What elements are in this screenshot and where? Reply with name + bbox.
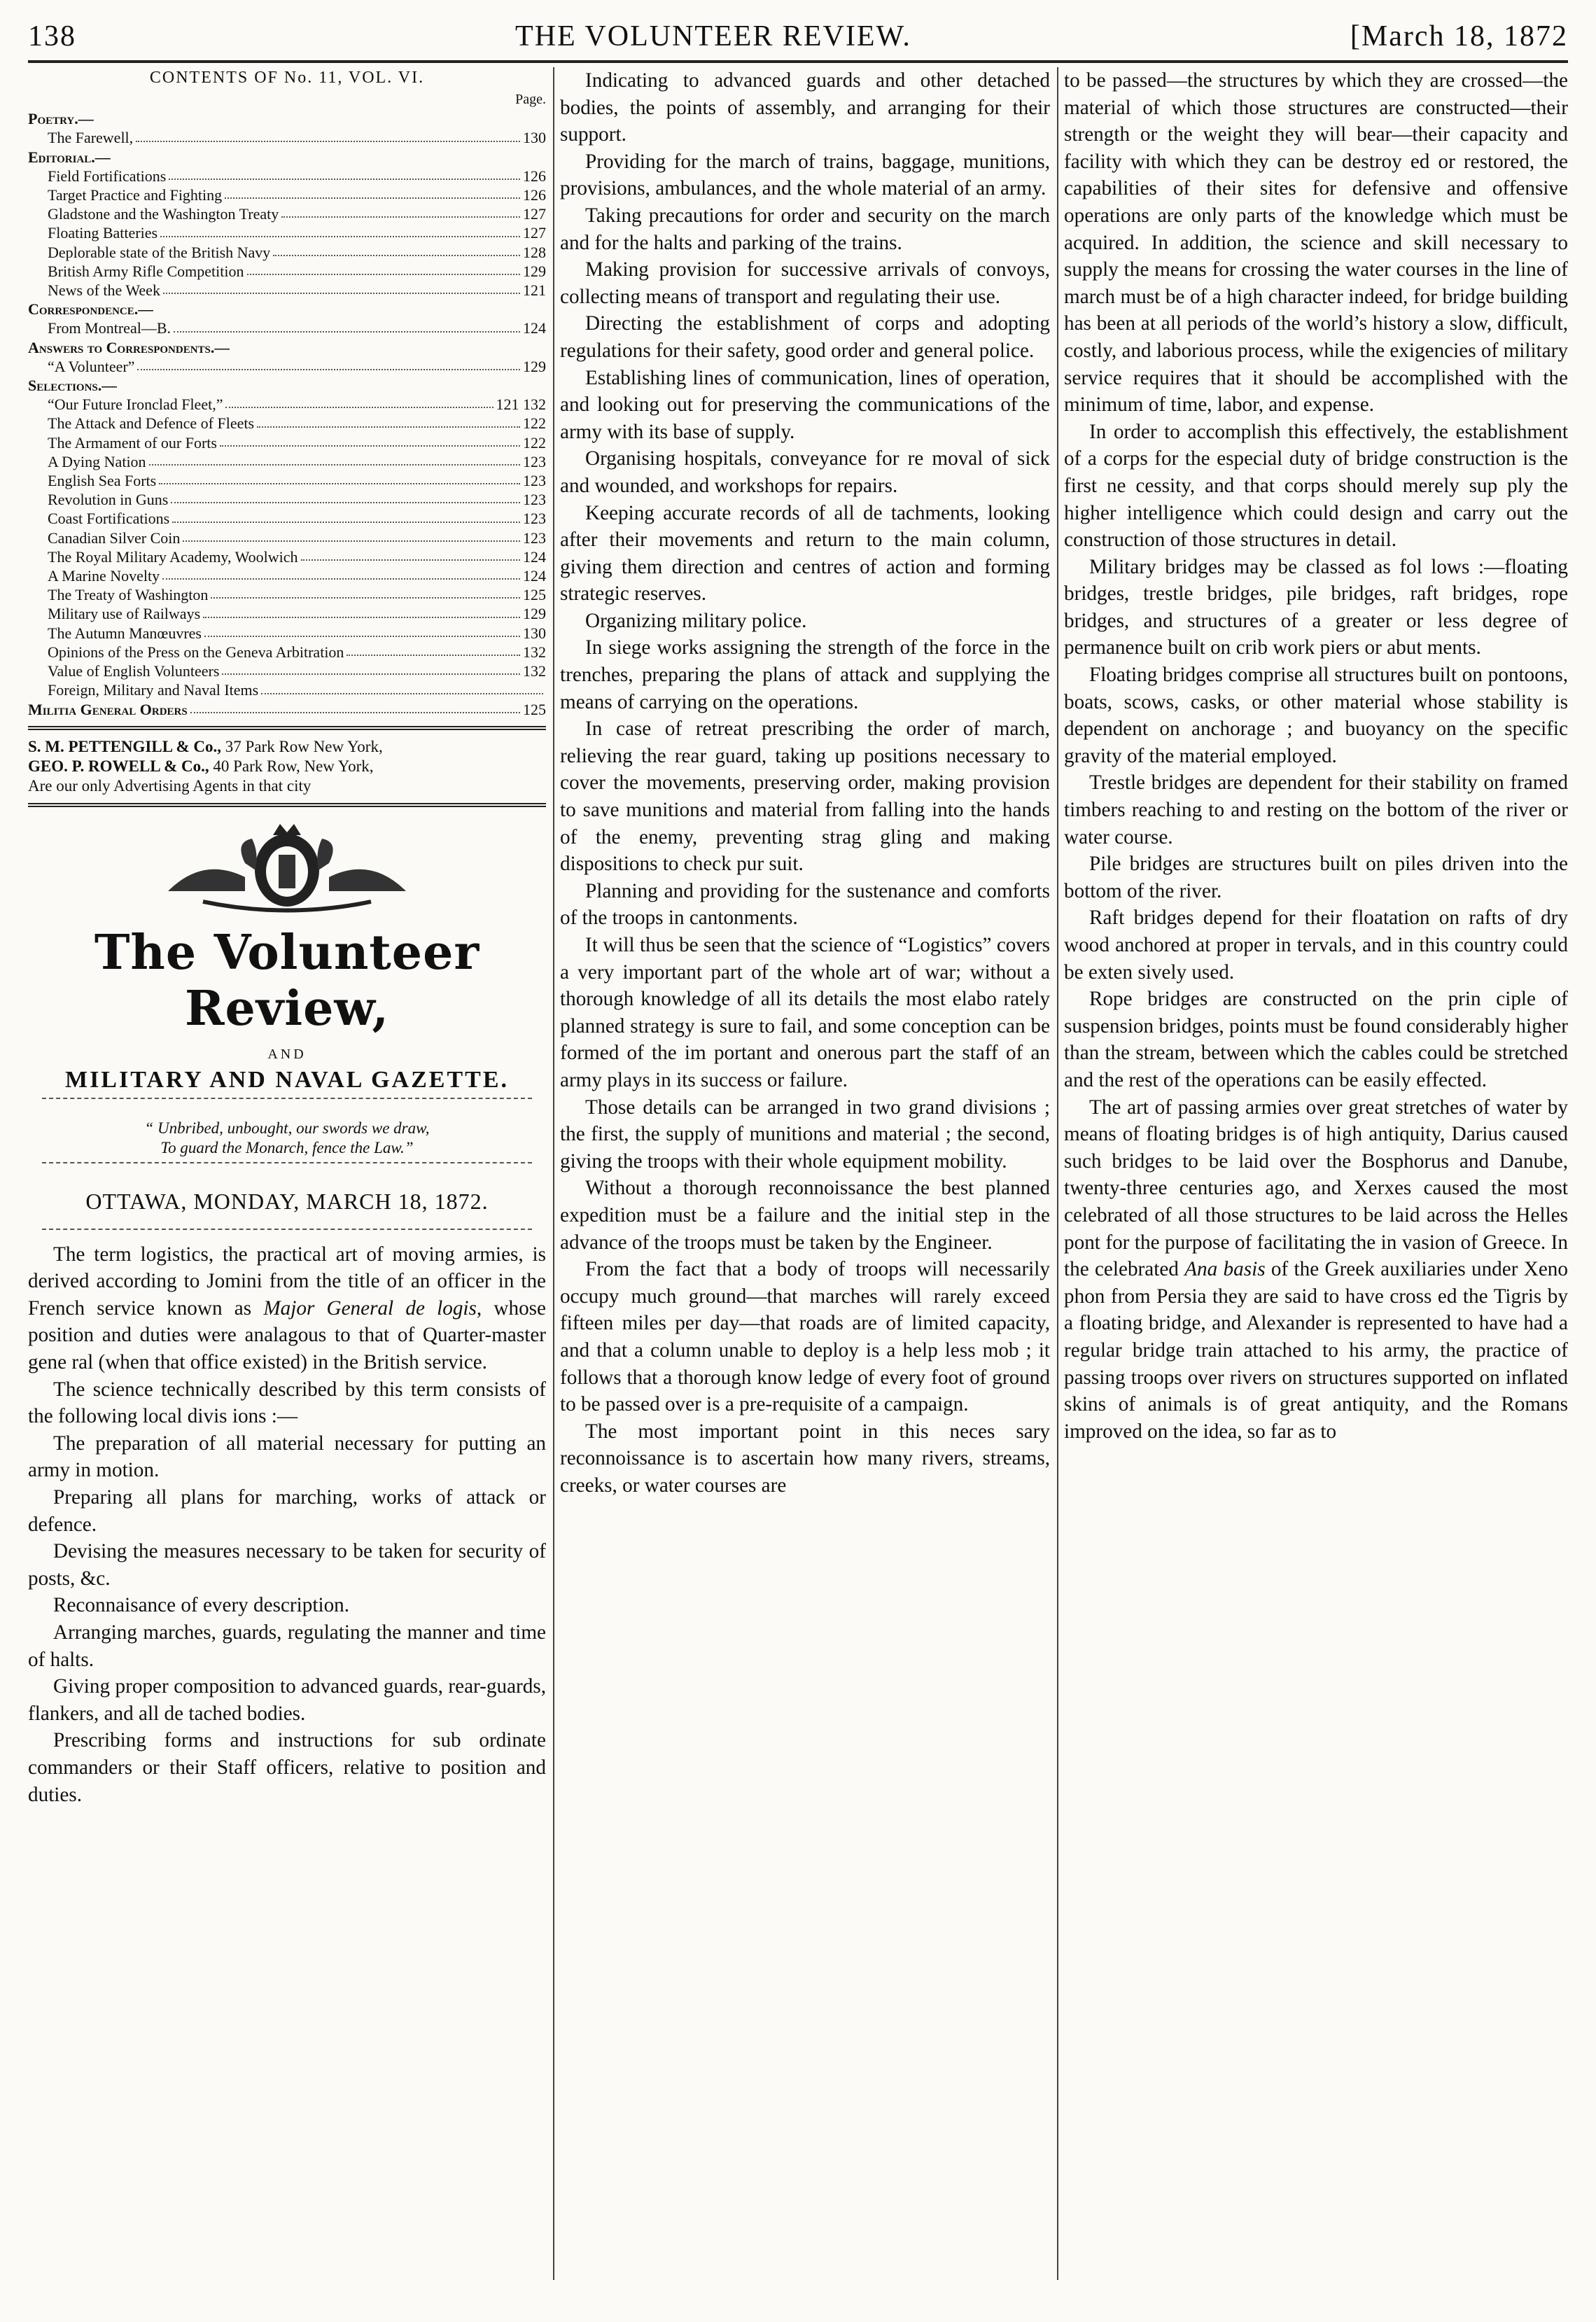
masthead-title: The Volunteer Review, (94, 924, 480, 1037)
paragraph: The science technically described by this term consists of the following local divis ions :— (28, 1378, 546, 1428)
paragraph: Organizing military police. (585, 609, 807, 632)
contents-entry: Field Fortifications 126 (48, 167, 546, 185)
agent-line: GEO. P. ROWELL & Co., 40 Park Row, New York, (28, 757, 374, 775)
page-header (28, 15, 1568, 57)
paragraph: Pile bridges are structures built on piles driven into the bottom of the river. (1064, 853, 1568, 902)
column-2 (560, 67, 1050, 2294)
contents-entry: Foreign, Military and Naval Items (28, 680, 546, 699)
paragraph: Arranging marches, guards, regulating the manner and time of halts. (28, 1621, 546, 1671)
contents-entry: Gladstone and the Washington Treaty 127 (48, 205, 546, 223)
column-3 (1064, 67, 1568, 2294)
contents-entry: “A Volunteer” 129 (48, 357, 546, 375)
paragraph: From the fact that a body of troops will necessarily occupy much ground—that marches will rarely exceed fifteen miles per day—that roads are of limited capacity, and that a column unable to deploy is a help less mob ; it follows that a thorough know ledge of every foot of ground to be passed over is a pre-requisite of a campaign. (560, 1258, 1050, 1416)
paragraph: Keeping accurate records of all de tachments, looking after their movements and return to the main column, giving them direction and centres of action and forming strategic reserves. (560, 501, 1050, 606)
paragraph: The preparation of all material necessary for putting an army in motion. (28, 1432, 546, 1482)
contents-entry: Deplorable state of the British Navy 128 (48, 243, 546, 261)
column-rule (553, 67, 554, 2280)
contents-category: Selections.— (28, 377, 118, 395)
paragraph: Raft bridges depend for their floatation on rafts of dry wood anchored at proper in tervals, and in this country could be exten sively used. (1064, 907, 1568, 984)
dateline: OTTAWA, MONDAY, MARCH 18, 1872. (85, 1188, 489, 1214)
contents-entry: Canadian Silver Coin 123 (48, 529, 546, 547)
column-rule (1057, 67, 1058, 2280)
paragraph: Military bridges may be classed as fol lows :—floating bridges, trestle bridges, pile bridges, raft bridges, rope bridges, and structures of a greater or less degree of permanence built on crib work piers or abut ments. (1064, 555, 1568, 659)
contents-category: Answers to Correspondents.— (28, 338, 230, 356)
paragraph: Taking precautions for order and security on the march and for the halts and parking of the trains. (560, 204, 1050, 254)
header-rule (28, 60, 1568, 63)
divider (42, 1162, 532, 1170)
contents-entry: The Farewell, 130 (48, 129, 546, 147)
contents-entry: The Attack and Defence of Fleets 122 (48, 414, 546, 433)
contents-entry: The Armament of our Forts 122 (48, 433, 546, 452)
divider (42, 1098, 532, 1106)
paragraph: Indicating to advanced guards and other detached bodies, the points of assembly, and arranging for their support. (560, 69, 1050, 146)
divider (28, 803, 546, 807)
contents-entry: The Autumn Manœuvres 130 (48, 624, 546, 642)
paragraph: Preparing all plans for marching, works of attack or defence. (28, 1486, 546, 1536)
contents-entry: English Sea Forts 123 (48, 472, 546, 490)
contents-entry: A Dying Nation 123 (48, 452, 546, 470)
divider (42, 1229, 532, 1237)
paragraph: Directing the establishment of corps and adopting regulations for their safety, good order and general police. (560, 312, 1050, 362)
contents-entry: The Treaty of Washington 125 (48, 586, 546, 604)
motto: “ Unbribed, unbought, our swords we draw, To guard the Monarch, fence the Law.” (144, 1119, 430, 1156)
contents-entry: British Army Rifle Competition 129 (48, 262, 546, 280)
contents-entry: “Our Future Ironclad Fleet,” 121 132 (48, 396, 546, 414)
paragraph: Reconnaisance of every description. (53, 1594, 350, 1617)
contents-entry: The Royal Military Academy, Woolwich 124 (48, 547, 546, 566)
contents-category: Militia General Orders 125 (28, 700, 546, 718)
page-number: 138 (28, 20, 76, 53)
paragraph: Devising the measures necessary to be taken for security of posts, &c. (28, 1540, 546, 1590)
paragraph: Planning and providing for the sustenance and comforts of the troops in cantonments. (560, 879, 1050, 930)
contents-entry: Floating Batteries 127 (48, 224, 546, 242)
paragraph: Trestle bridges are dependent for their stability on framed timbers reaching to and resting on the bottom of the river or water course. (1064, 771, 1568, 848)
paragraph: In siege works assigning the strength of the force in the trenches, preparing the plans of attack and supplying the means of carrying on the operations. (560, 636, 1050, 713)
contents-category: Poetry.— (28, 110, 94, 128)
advertising-agents (28, 737, 546, 796)
paragraph: It will thus be seen that the science of “Logistics” covers a very important part of the whole art of war; without a thorough knowledge of all its details the most elabo rately planned strategy is sure to fail, and some conception can be formed of the im portant and onerous part the staff of an army plays in its success or failure. (560, 934, 1050, 1091)
masthead-and: AND (267, 1046, 307, 1062)
paragraph: Making provision for successive arrivals of convoys, collecting means of transport and regulating their use. (560, 258, 1050, 308)
paragraph: Without a thorough reconnoissance the best planned expedition must be a failure and the initial step in the advance of the troops must be taken by the Engineer. (560, 1177, 1050, 1254)
agent-line: Are our only Advertising Agents in that city (28, 776, 312, 795)
royal-crest-icon (161, 814, 413, 919)
paragraph: In case of retreat prescribing the order of march, relieving the rear guard, taking up positions necessary to cover the movements, preserving order, making provision to save munitions and material from falling into the hands of the enemy, preventing strag gling and making dispositions to check pur suit. (560, 718, 1050, 876)
running-title: THE VOLUNTEER REVIEW. (515, 20, 911, 53)
paragraph: Prescribing forms and instructions for sub ordinate commanders or their Staff officers, relative to position and duties. (28, 1729, 546, 1806)
contents-category: Correspondence.— (28, 300, 154, 319)
table-of-contents (28, 90, 546, 719)
paragraph: The art of passing armies over great stretches of water by means of floating bridges is of high antiquity, Darius caused such bridges to be laid over the Bosphorus and Danube, twenty-three centuries ago, and Xerxes caused the most celebrated of all those structures to be laid across the Helles pont for the purpose of facilitating the in vasion of Greece. In the celebrated Ana basis of the Greek auxiliaries under Xeno phon from Persia they are said to have cross ed the Tigris by a floating bridge, and Alexander is represented to have had a regular bridge train attached to his army, the practice of passing troops over rivers on structures supported on inflated skins of animals is of great antiquity, and the Romans improved on the idea, so far as to (1064, 1096, 1568, 1443)
contents-entry: Coast Fortifications 123 (48, 510, 546, 528)
header-date: [March 18, 1872 (1350, 20, 1568, 53)
paragraph: Organising hospitals, conveyance for re moval of sick and wounded, and workshops for repairs. (560, 447, 1050, 497)
contents-entry: Revolution in Guns 123 (48, 491, 546, 509)
agent-line: S. M. PETTENGILL & Co., 37 Park Row New York, (28, 737, 383, 755)
paragraph: Those details can be arranged in two grand divisions ; the first, the supply of munitions and material ; the second, giving the troops with their whole equipment mobility. (560, 1096, 1050, 1173)
contents-category: Editorial.— (28, 148, 111, 166)
contents-entry: A Marine Novelty 124 (48, 567, 546, 585)
paragraph: Giving proper composition to advanced guards, rear-guards, flankers, and all de tached bodies. (28, 1675, 546, 1725)
contents-page-label: Page. (515, 92, 546, 107)
divider (28, 726, 546, 730)
paragraph: Floating bridges comprise all structures built on pontoons, boats, scows, casks, or other material whose stability is dependent on anchorage ; and buoyancy on the specific gravity of the material employed. (1064, 664, 1568, 767)
contents-title: CONTENTS OF No. 11, VOL. VI. (149, 69, 425, 87)
contents-entry: News of the Week 121 (48, 281, 546, 300)
masthead-subtitle: MILITARY AND NAVAL GAZETTE. (64, 1066, 509, 1093)
paragraph: In order to accomplish this effectively, the establishment of a corps for the especial duty of bridge construction is the first ne cessity, and that corps should merely sup ply the higher intelligence which could design and carry out the construction of those structures in detail. (1064, 420, 1568, 552)
contents-entry: Target Practice and Fighting 126 (48, 186, 546, 204)
paragraph: The term logistics, the practical art of moving armies, is derived according to Jomini from the title of an officer in the French service known as Major General de logis, whose position and duties were analagous to that of Quarter-master gene ral (when that office existed) in the British service. (28, 1243, 546, 1374)
column-1 (28, 67, 546, 2294)
paragraph: to be passed—the structures by which they are crossed—the material of which those structures are constructed—their strength or the weight they will bear—their capacity and facility with which they can be destroy ed or restored, the capabilities of their sites for defensive and offensive operations are only parts of the knowledge which must be acquired. In addition, the science and skill necessary to supply the means for crossing the water courses in the line of march must be of a high character indeed, for bridge building has been at all periods of the world’s history a slow, difficult, costly, and laborious process, while the exigencies of military service requires that it should be accomplished with the minimum of time, labor, and expense. (1064, 69, 1568, 417)
contents-entry: Military use of Railways 129 (48, 605, 546, 623)
paragraph: Providing for the march of trains, baggage, munitions, provisions, ambulances, and the whole material of an army. (560, 150, 1050, 200)
paragraph: Rope bridges are constructed on the prin ciple of suspension bridges, points must be found considerably higher than the stream, between which the cables could be stretched and the rest of the operations can be easily effected. (1064, 988, 1568, 1091)
contents-entry: Value of English Volunteers 132 (48, 662, 546, 680)
contents-entry: From Montreal—B. 124 (48, 319, 546, 337)
paragraph: Establishing lines of communication, lines of operation, and looking out for preserving the communications of the army with its base of supply. (560, 366, 1050, 443)
contents-entry: Opinions of the Press on the Geneva Arbitration 132 (48, 643, 546, 661)
paragraph: The most important point in this neces sary reconnoissance is to ascertain how many rivers, streams, creeks, or water courses are (560, 1420, 1050, 1497)
